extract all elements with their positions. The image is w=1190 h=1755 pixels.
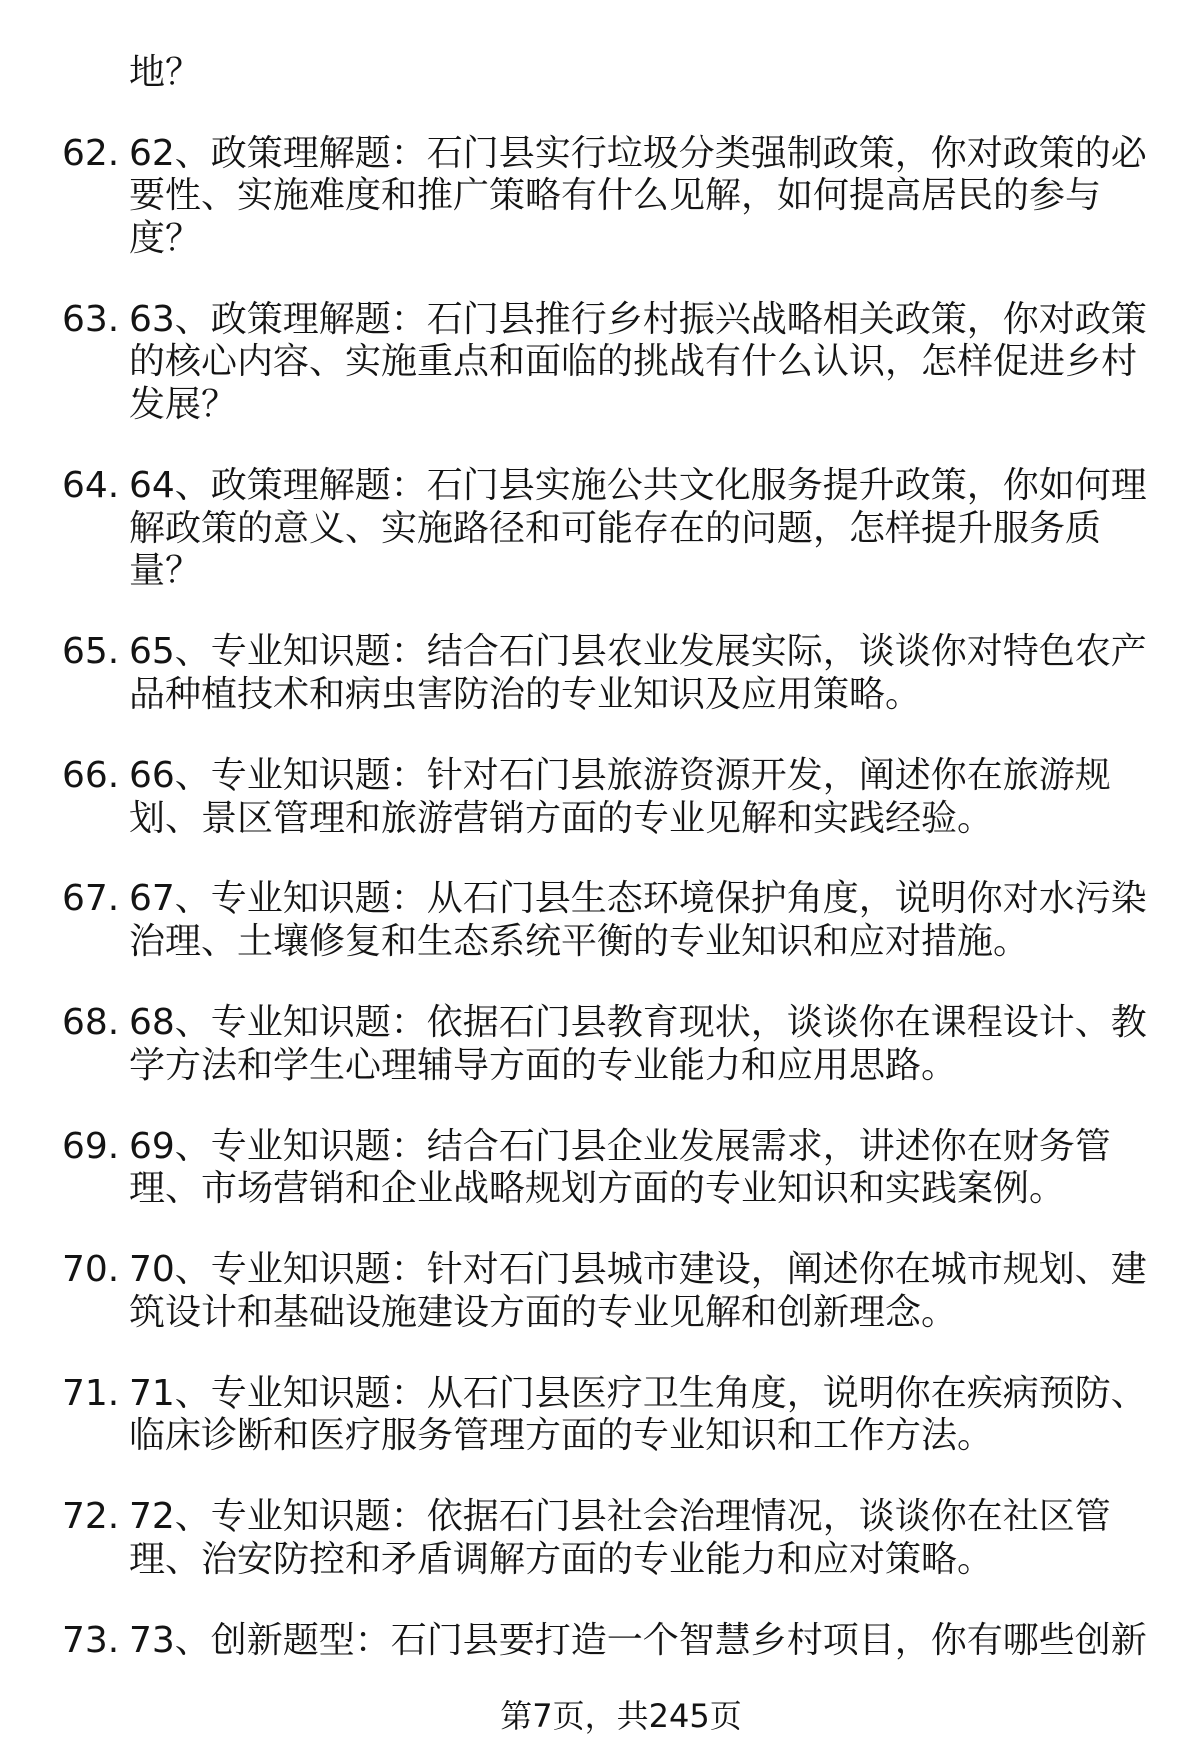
list-item-number: 64.: [62, 465, 120, 507]
text-line: 解政策的意义、实施路径和可能存在的问题，怎样提升服务质: [129, 507, 1102, 549]
list-item-text: [129, 1620, 1147, 1663]
list-item: [0, 1126, 1190, 1211]
text-line: 学方法和学生心理辅导方面的专业能力和应用思路。: [129, 1044, 958, 1086]
list-item-text: [129, 1126, 1111, 1211]
list-item-text: [129, 1249, 1147, 1334]
list-item-number: 72.: [62, 1496, 120, 1538]
continued-text: 地？: [129, 51, 202, 93]
list-item-text: [129, 465, 1147, 593]
text-line: 划、景区管理和旅游营销方面的专业见解和实践经验。: [129, 797, 994, 839]
text-line: 度？: [129, 217, 202, 259]
list-item-text: [129, 755, 1111, 840]
list-item: [0, 631, 1190, 716]
list-item-number: 69.: [62, 1125, 120, 1167]
list-item-number: 63.: [62, 298, 120, 340]
list-item-text: [129, 299, 1147, 427]
text-line: 65、专业知识题：结合石门县农业发展实际，谈谈你对特色农产: [129, 631, 1147, 673]
list-item: [0, 1002, 1190, 1087]
text-line: 66、专业知识题：针对石门县旅游资源开发，阐述你在旅游规: [129, 754, 1111, 796]
list-item-number: 65.: [62, 631, 120, 673]
list-item-number: 70.: [62, 1249, 120, 1291]
text-line: 的核心内容、实施重点和面临的挑战有什么认识，怎样促进乡村: [129, 341, 1138, 383]
list-item: [0, 465, 1190, 593]
list-item-number: 62.: [62, 132, 120, 174]
list-item-text: [129, 1002, 1147, 1087]
list-item: [0, 1496, 1190, 1581]
question-list: [0, 133, 1190, 1663]
text-line: 64、政策理解题：石门县实施公共文化服务提升政策，你如何理: [129, 465, 1147, 507]
text-line: 63、政策理解题：石门县推行乡村振兴战略相关政策，你对政策: [129, 298, 1147, 340]
list-item-number: 73.: [62, 1619, 120, 1661]
text-line: 70、专业知识题：针对石门县城市建设，阐述你在城市规划、建: [129, 1249, 1147, 1291]
text-line: 临床诊断和医疗服务管理方面的专业知识和工作方法。: [129, 1415, 994, 1457]
list-item: [0, 878, 1190, 963]
text-line: 量？: [129, 550, 202, 592]
list-item-number: 66.: [62, 754, 120, 796]
list-item-number: 71.: [62, 1372, 120, 1414]
list-item-text: [129, 1373, 1147, 1458]
text-line: 发展？: [129, 384, 238, 426]
list-item: [0, 755, 1190, 840]
page-footer: 第7页，共245页: [500, 1697, 742, 1735]
text-line: 71、专业知识题：从石门县医疗卫生角度，说明你在疾病预防、: [129, 1372, 1147, 1414]
list-item: [0, 1373, 1190, 1458]
text-line: 要性、实施难度和推广策略有什么见解，如何提高居民的参与: [129, 175, 1102, 217]
list-item-text: [129, 878, 1147, 963]
text-line: 67、专业知识题：从石门县生态环境保护角度，说明你对水污染: [129, 878, 1147, 920]
text-line: 69、专业知识题：结合石门县企业发展需求，讲述你在财务管: [129, 1125, 1111, 1167]
text-line: 理、治安防控和矛盾调解方面的专业能力和应对策略。: [129, 1538, 994, 1580]
text-line: 72、专业知识题：依据石门县社会治理情况，谈谈你在社区管: [129, 1496, 1111, 1538]
text-line: 品种植技术和病虫害防治的专业知识及应用策略。: [129, 673, 922, 715]
list-item-number: 67.: [62, 878, 120, 920]
list-item: [0, 299, 1190, 427]
text-line: 理、市场营销和企业战略规划方面的专业知识和实践案例。: [129, 1168, 1066, 1210]
text-line: 62、政策理解题：石门县实行垃圾分类强制政策，你对政策的必: [129, 132, 1147, 174]
list-item-text: [129, 1496, 1111, 1581]
list-item: [0, 1620, 1190, 1663]
text-line: 治理、土壤修复和生态系统平衡的专业知识和应对措施。: [129, 921, 1030, 963]
text-line: 筑设计和基础设施建设方面的专业见解和创新理念。: [129, 1291, 958, 1333]
list-item-number: 68.: [62, 1001, 120, 1043]
text-line: 68、专业知识题：依据石门县教育现状，谈谈你在课程设计、教: [129, 1001, 1147, 1043]
text-line: 73、创新题型：石门县要打造一个智慧乡村项目，你有哪些创新: [129, 1619, 1147, 1661]
document-body: [0, 52, 1190, 1663]
list-item-text: [129, 133, 1147, 261]
list-item-text: [129, 631, 1147, 716]
list-item: [0, 1249, 1190, 1334]
list-item: [0, 133, 1190, 261]
